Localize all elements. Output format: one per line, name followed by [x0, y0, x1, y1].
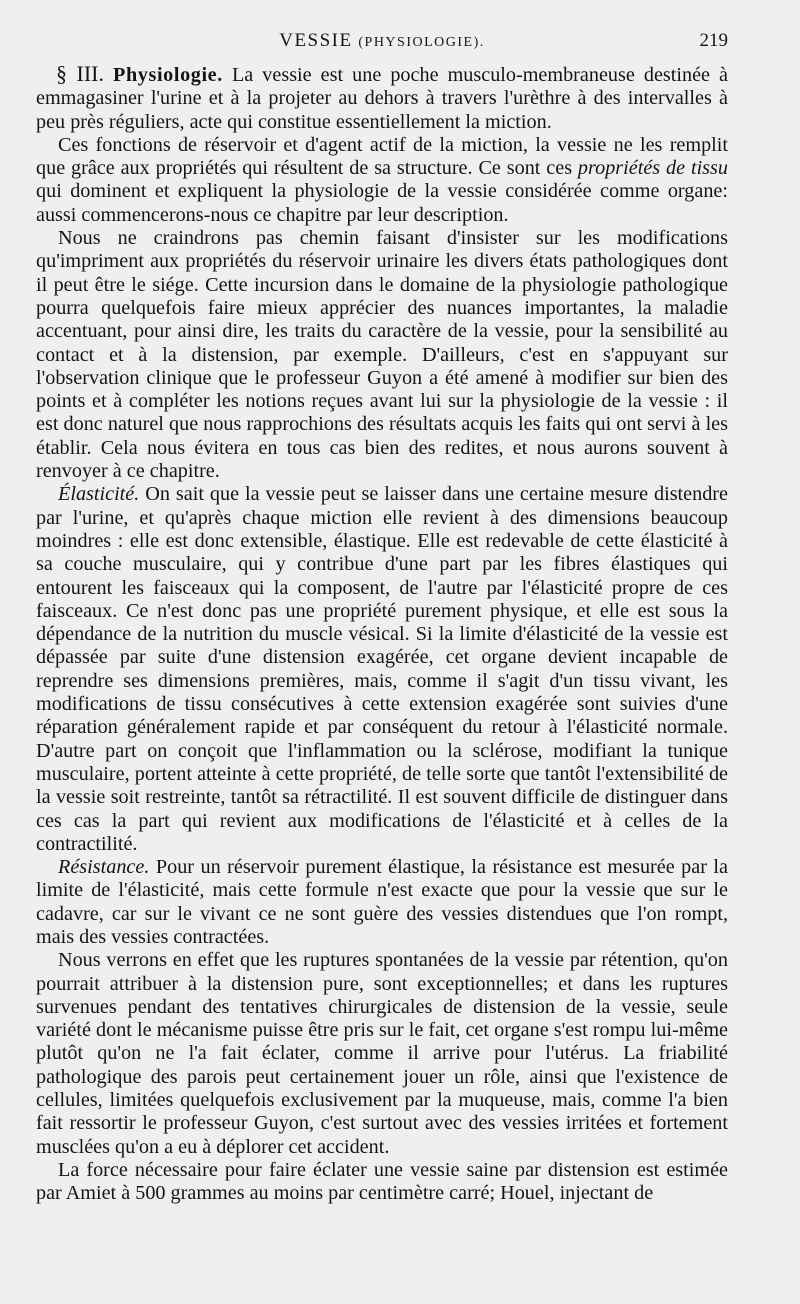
paragraph-ruptures: [36, 949, 728, 1159]
subheading-elasticite: Élasticité.: [58, 483, 140, 506]
paragraph-elasticite: [36, 483, 728, 856]
paragraph-text: La vessie est une poche musculo-membraneuse destinée à emmagasiner l'urine et à la projeter au dehors à travers l'urèthre à des intervalles à peu près réguliers, acte qui constitue essentiellement la miction.: [36, 64, 729, 133]
paragraph-text: On sait que la vessie peut se laisser dans une certaine mesure distendre par l'urine, et qu'après chaque miction elle revient à des dimensions beaucoup moindres : elle est donc extensible, élastique. Elle est redevable de cette élasticité à sa couche musculaire, qui y contribue d'une part par les fibres élastiques qui entourent les faisceaux qui la composent, de l'autre par l'élasticité propre de ces faisceaux. Ce n'est donc pas une propriété purement physique, et elle est sous la dépendance de la nutrition du muscle vésical. Si la limite d'élasticité de la vessie est dépassée par suite d'une distension exagérée, cet organe devient incapable de reprendre ses dimensions premières, mais, comme il s'agit d'un tissu vivant, les modifications de tissu consécutives à cette extension exagérée sont suivies d'une réparation généralement rapide et par conséquent du retour à l'élasticité normale. D'autre part on conçoit que l'inflammation ou la sclérose, modifiant la tunique musculaire, portent atteinte à cette propriété, de telle sorte que tantôt l'extensibilité de la vessie soit restreinte, tantôt sa rétractilité. Il est souvent difficile de distinguer dans ces cas la part qui revient aux modifications de l'élasticité et à celles de la contractilité.: [36, 483, 728, 855]
subheading-resistance: Résistance.: [58, 856, 150, 879]
paragraph-text: Nous verrons en effet que les ruptures spontanées de la vessie par rétention, qu'on pourrait attribuer à la distension pure, sont exceptionnelles; et dans les ruptures survenues pendant des tentatives chirurgicales de distension de la vessie, seule variété dont le mécanisme puisse être pris sur le fait, cet organe s'est rompu lui-même plutôt qu'on ne l'a fait éclater, comme il arrive pour l'utérus. La friabilité pathologique des parois peut certainement jouer un rôle, ainsi que l'existence de cellules, limitées quelquefois exclusivement par la muqueuse, mais, comme l'a bien fait ressortir le professeur Guyon, c'est surtout avec des vessies irritées et fortement musclées qu'on a eu à déplorer cet accident.: [36, 949, 728, 1158]
page-number: 219: [699, 30, 728, 51]
italic-term: propriétés de tissu: [577, 157, 728, 180]
page-header: [36, 26, 728, 58]
paragraph-fonctions: [36, 134, 728, 227]
paragraph-text: Nous ne craindrons pas chemin faisant d'insister sur les modifications qu'impriment aux propriétés du réservoir urinaire les divers états pathologiques dont il peut être le siége. Cette incursion dans le domaine de la physiologie pathologique pourra quelquefois faire mieux apprécier des nuances importantes, la maladie accentuant, pour ainsi dire, les traits du caractère de la vessie, pour la sensibilité au contact et à la distension, par exemple. D'ailleurs, c'est en s'appuyant sur l'observation clinique que le professeur Guyon a été amené à modifier sur bien des points et à compléter les notions reçues avant lui sur la physiologie de la vessie : il est donc naturel que nous rapprochions des résultats acquis les faits qui ont servi à les établir. Cela nous évitera en tous cas bien des redites, et nous aurons souvent à renvoyer à ce chapitre.: [36, 227, 728, 483]
paragraph-text: Pour un réservoir purement élastique, la résistance est mesurée par la limite de l'élasticité, mais cette formule n'est exacte que pour la vessie que sur le cadavre, car sur le vivant ce ne sont guère des vessies distendues que l'on rompt, mais des vessies contractées.: [36, 856, 728, 948]
paragraph-text: qui dominent et expliquent la physiologie de la vessie considérée comme organe: aussi commencerons-nous ce chapitre par leur description.: [36, 180, 728, 226]
paragraph-force: [36, 1159, 728, 1206]
section-number: § III.: [56, 61, 104, 86]
running-title-main: VESSIE: [279, 30, 353, 51]
paragraph-text: La force nécessaire pour faire éclater une vessie saine par distension est estimée par Amiet à 500 grammes au moins par centimètre carré; Houel, injectant de: [36, 1158, 728, 1205]
section-heading: Physiologie.: [113, 64, 223, 86]
running-title: [36, 30, 728, 52]
paragraph-resistance: [36, 856, 728, 949]
body-text: [36, 62, 728, 1206]
paragraph-pathologie: [36, 227, 728, 483]
running-title-sub: (PHYSIOLOGIE).: [358, 35, 485, 50]
paragraph-text: Ces fonctions de réservoir et d'agent actif de la miction, la vessie ne les remplit que grâce aux propriétés qui résultent de sa structure. Ce sont ces: [36, 133, 728, 180]
paragraph-physiologie-intro: [36, 62, 728, 134]
